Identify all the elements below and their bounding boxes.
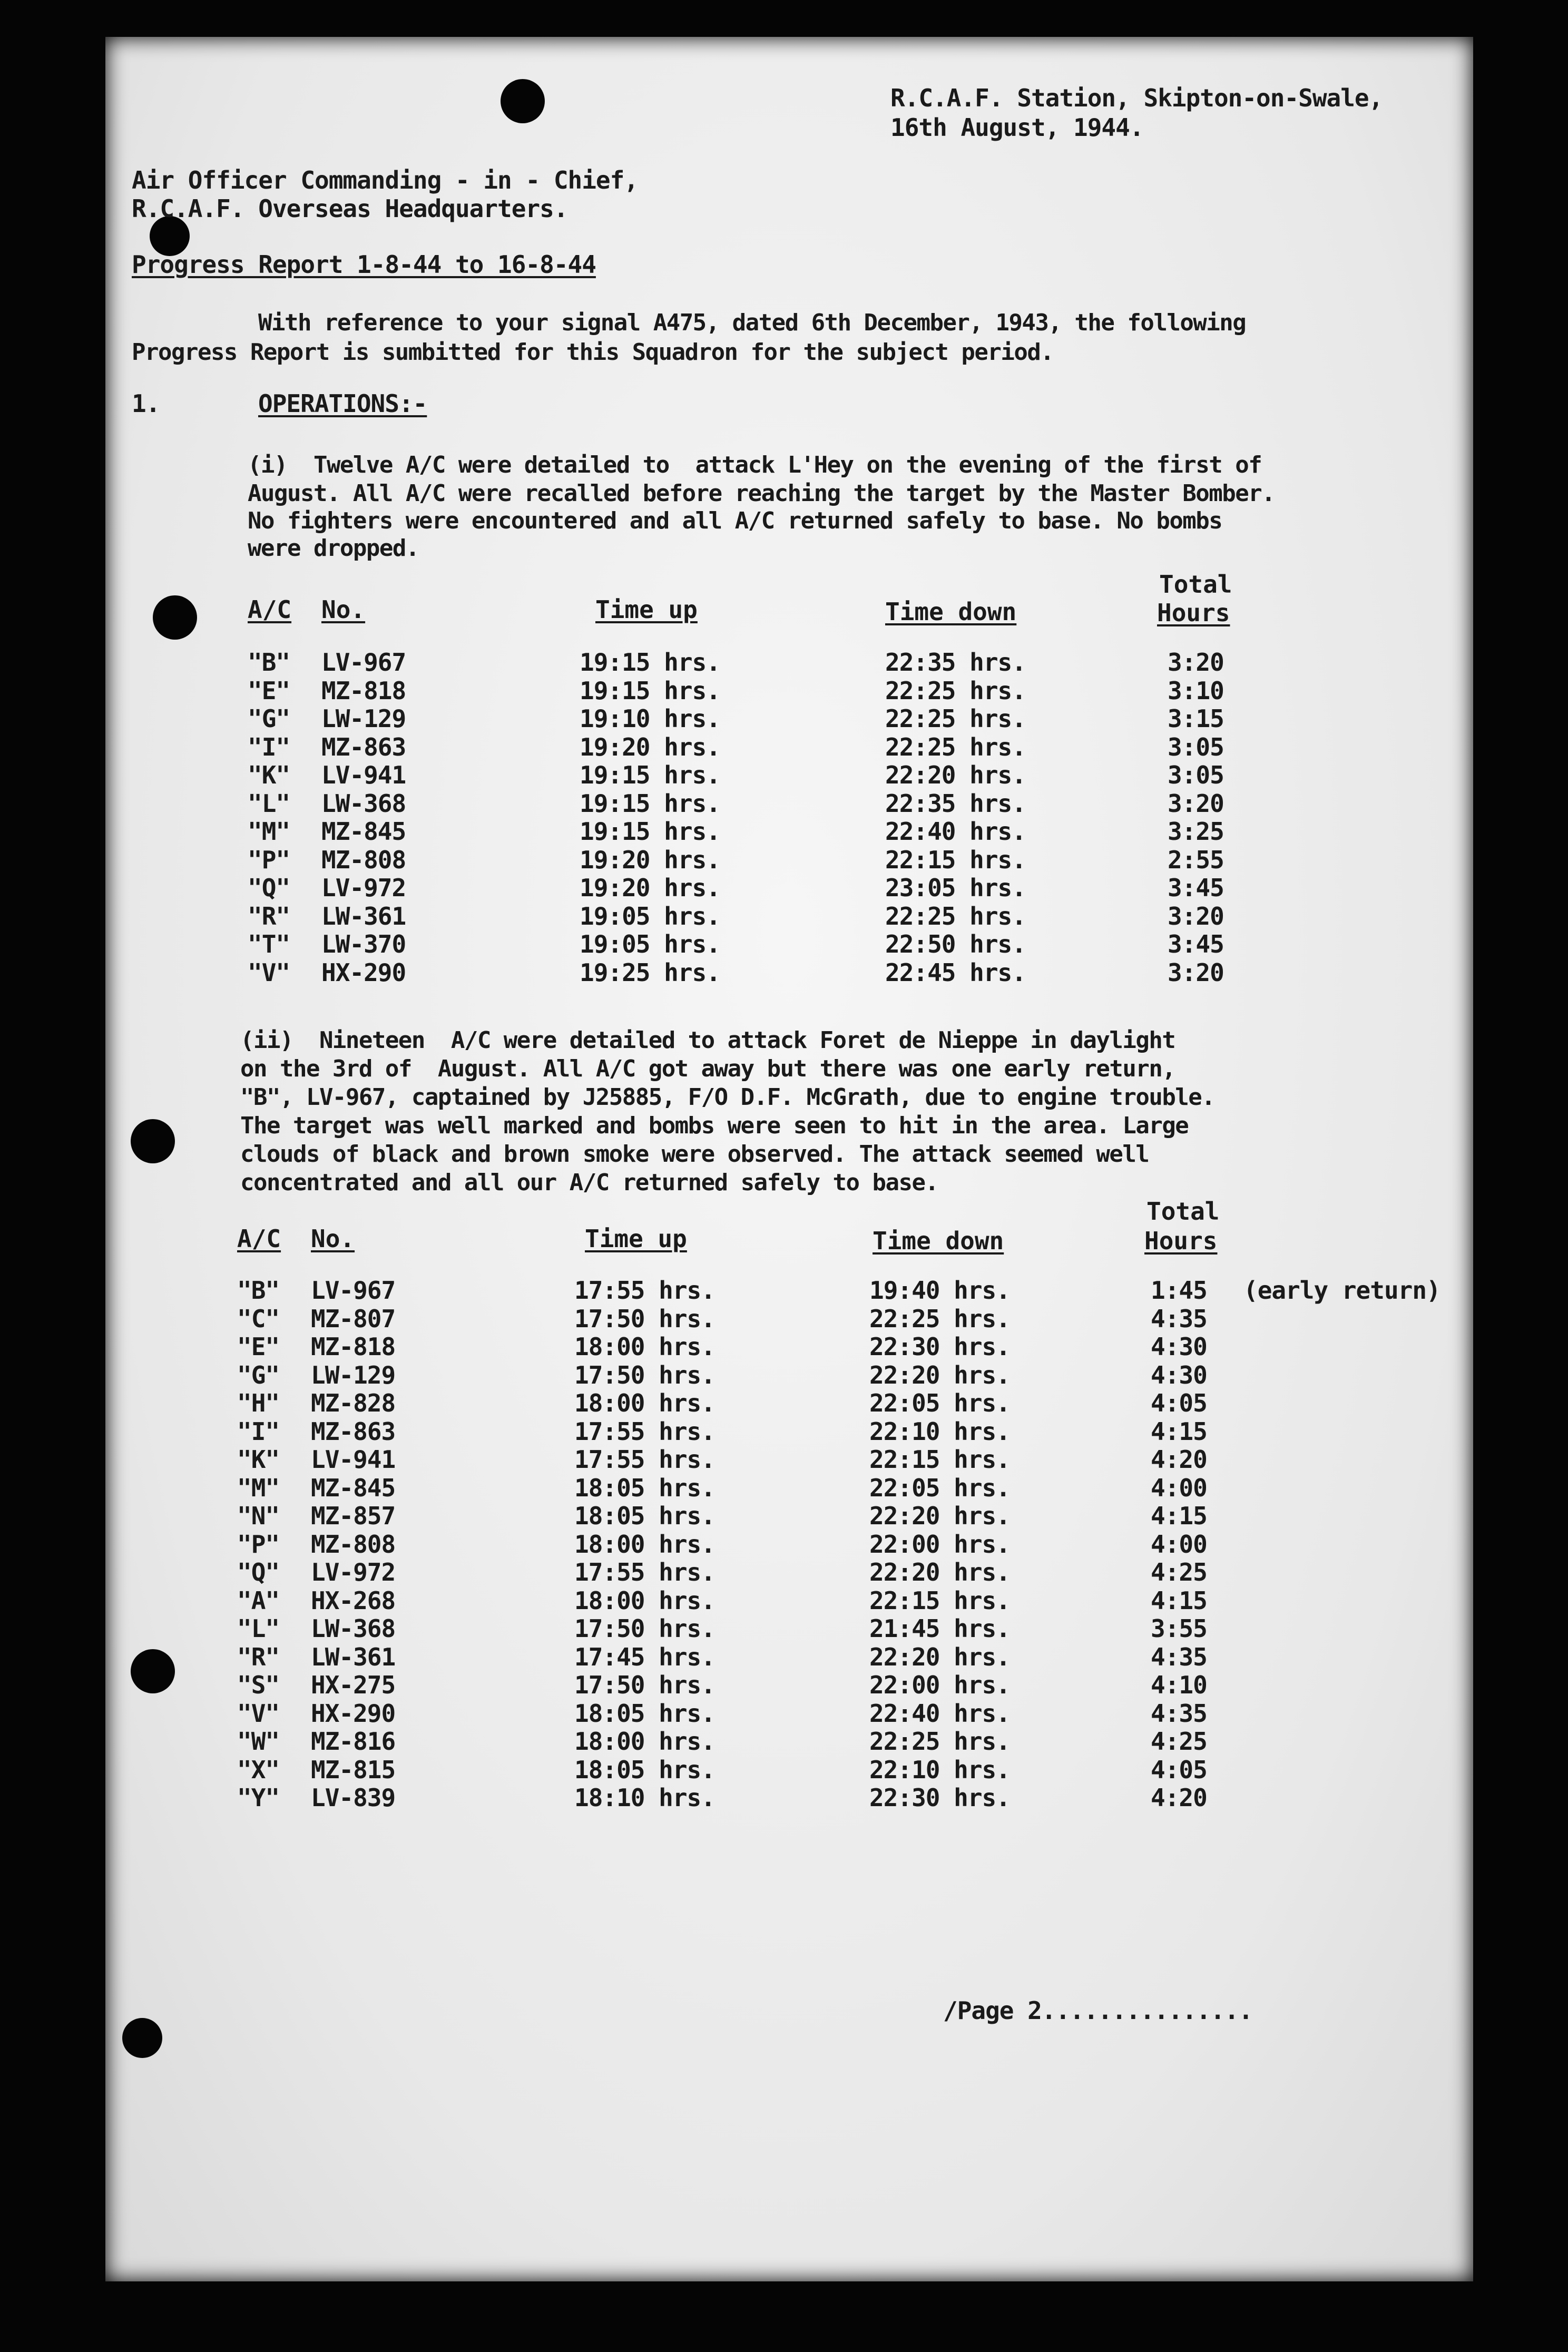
col-hours: Hours [1144,1227,1218,1255]
cell-ac: "A" [237,1586,280,1615]
page-continuation: /Page 2............... [943,1996,1253,2025]
cell-up: 18:00 hrs. [574,1332,715,1361]
cell-up: 17:50 hrs. [574,1360,715,1389]
cell-no: HX-275 [311,1671,396,1699]
cell-down: 22:25 hrs. [869,1304,1010,1333]
cell-total: 4:25 [1151,1558,1207,1586]
cell-ac: "Q" [237,1558,280,1586]
op1-line: August. All A/C were recalled before reaching the target by the Master Bomber. [248,480,1275,507]
cell-total: 4:30 [1151,1360,1207,1389]
cell-note: (early return) [1243,1276,1440,1305]
cell-up: 17:55 hrs. [574,1276,715,1305]
subject-line: Progress Report 1-8-44 to 16-8-44 [132,250,596,279]
cell-up: 17:55 hrs. [574,1558,715,1586]
cell-down: 22:45 hrs. [885,958,1026,987]
cell-total: 3:05 [1168,761,1224,789]
cell-down: 22:15 hrs. [869,1445,1010,1474]
table-row [0,958,1568,987]
col-time-down: Time down [885,597,1017,626]
cell-ac: "Q" [248,874,290,902]
cell-ac: "P" [248,845,290,874]
table-row [0,761,1568,789]
cell-ac: "L" [237,1614,280,1643]
section-number: 1. [132,389,160,418]
cell-total: 3:05 [1168,732,1224,761]
op2-line: concentrated and all our A/C returned safely to base. [240,1169,938,1196]
cell-total: 3:20 [1168,789,1224,818]
punch-hole [501,79,545,123]
cell-down: 22:20 hrs. [869,1360,1010,1389]
cell-no: MZ-857 [311,1502,396,1530]
col-time-down: Time down [873,1227,1004,1255]
cell-down: 22:20 hrs. [869,1558,1010,1586]
cell-ac: "G" [237,1360,280,1389]
cell-total: 4:20 [1151,1783,1207,1812]
op2-line: "B", LV-967, captained by J25885, F/O D.F. McGrath, due to engine trouble. [240,1084,1215,1111]
table-row [0,733,1568,761]
cell-total: 4:00 [1151,1530,1207,1559]
col-hours: Hours [1157,599,1230,627]
table-row [0,1474,1568,1502]
cell-up: 17:55 hrs. [574,1417,715,1446]
cell-ac: "N" [237,1502,280,1530]
cell-no: MZ-808 [321,845,406,874]
cell-no: LV-941 [311,1445,396,1474]
cell-no: LW-129 [311,1360,396,1389]
cell-up: 19:20 hrs. [580,874,720,902]
cell-down: 22:30 hrs. [869,1332,1010,1361]
cell-ac: "M" [248,817,290,846]
cell-total: 3:55 [1151,1614,1207,1643]
cell-ac: "S" [237,1671,280,1699]
op2-line: clouds of black and brown smoke were observed. The attack seemed well [240,1141,1149,1168]
cell-ac: "L" [248,789,290,818]
cell-no: LW-361 [311,1642,396,1671]
cell-no: LV-941 [321,761,406,789]
col-no: No. [311,1224,355,1253]
cell-no: LV-967 [321,648,406,677]
cell-up: 19:15 hrs. [580,676,720,705]
cell-down: 22:15 hrs. [869,1586,1010,1615]
cell-down: 22:25 hrs. [885,676,1026,705]
cell-total: 4:35 [1151,1304,1207,1333]
cell-no: HX-290 [311,1699,396,1728]
cell-total: 3:20 [1168,958,1224,987]
table-row [0,1586,1568,1615]
table-row [0,1783,1568,1812]
col-time-up: Time up [585,1224,687,1253]
cell-down: 22:40 hrs. [885,817,1026,846]
cell-total: 4:35 [1151,1699,1207,1728]
cell-no: MZ-863 [321,732,406,761]
cell-up: 18:05 hrs. [574,1699,715,1728]
cell-no: LW-129 [321,704,406,733]
cell-ac: "V" [237,1699,280,1728]
table-row [0,846,1568,874]
cell-ac: "I" [248,732,290,761]
cell-no: LV-839 [311,1783,396,1812]
table-row [0,930,1568,958]
punch-hole [153,595,197,640]
cell-down: 22:05 hrs. [869,1473,1010,1502]
cell-down: 22:25 hrs. [885,732,1026,761]
table-row [0,1332,1568,1361]
table-row [0,1502,1568,1530]
cell-ac: "Y" [237,1783,280,1812]
cell-total: 4:00 [1151,1473,1207,1502]
col-total: Total [1159,570,1232,599]
cell-total: 3:20 [1168,901,1224,930]
cell-up: 17:55 hrs. [574,1445,715,1474]
cell-total: 2:55 [1168,845,1224,874]
cell-down: 22:20 hrs. [869,1642,1010,1671]
cell-down: 22:40 hrs. [869,1699,1010,1728]
cell-no: HX-268 [311,1586,396,1615]
table-row [0,1417,1568,1446]
table-row [0,1276,1568,1305]
cell-no: MZ-863 [311,1417,396,1446]
op1-line: were dropped. [248,535,419,562]
cell-down: 22:25 hrs. [885,704,1026,733]
cell-total: 4:15 [1151,1586,1207,1615]
cell-total: 4:30 [1151,1332,1207,1361]
cell-ac: "V" [248,958,290,987]
table-row [0,704,1568,733]
cell-ac: "X" [237,1755,280,1784]
cell-up: 17:50 hrs. [574,1671,715,1699]
cell-total: 4:05 [1151,1755,1207,1784]
cell-ac: "M" [237,1473,280,1502]
cell-down: 22:05 hrs. [869,1389,1010,1417]
cell-ac: "E" [237,1332,280,1361]
cell-up: 18:00 hrs. [574,1389,715,1417]
cell-no: MZ-828 [311,1389,396,1417]
cell-down: 22:35 hrs. [885,789,1026,818]
cell-ac: "G" [248,704,290,733]
cell-no: MZ-808 [311,1530,396,1559]
cell-total: 4:35 [1151,1642,1207,1671]
cell-no: MZ-845 [311,1473,396,1502]
table-row [0,1305,1568,1333]
cell-up: 18:00 hrs. [574,1530,715,1559]
cell-down: 22:25 hrs. [885,901,1026,930]
cell-no: LV-967 [311,1276,396,1305]
cell-up: 17:50 hrs. [574,1614,715,1643]
table-row [0,1361,1568,1389]
table-row [0,1558,1568,1586]
cell-total: 4:05 [1151,1389,1207,1417]
cell-no: MZ-818 [311,1332,396,1361]
col-ac: A/C [237,1224,281,1253]
cell-total: 4:10 [1151,1671,1207,1699]
cell-ac: "B" [237,1276,280,1305]
cell-ac: "T" [248,930,290,958]
cell-total: 4:20 [1151,1445,1207,1474]
cell-total: 4:15 [1151,1417,1207,1446]
col-no: No. [321,595,366,624]
cell-down: 22:00 hrs. [869,1671,1010,1699]
cell-down: 22:10 hrs. [869,1755,1010,1784]
op1-line: No fighters were encountered and all A/C returned safely to base. No bombs [248,507,1222,534]
cell-down: 22:35 hrs. [885,648,1026,677]
cell-total: 3:10 [1168,676,1224,705]
punch-hole [122,2018,162,2058]
cell-no: LW-361 [321,901,406,930]
table-row [0,1727,1568,1756]
cell-total: 3:45 [1168,930,1224,958]
cell-down: 19:40 hrs. [869,1276,1010,1305]
cell-no: MZ-818 [321,676,406,705]
cell-up: 19:15 hrs. [580,817,720,846]
intro-line-2: Progress Report is sumbitted for this Squadron for the subject period. [132,339,1054,366]
cell-down: 22:10 hrs. [869,1417,1010,1446]
cell-ac: "K" [237,1445,280,1474]
cell-up: 19:15 hrs. [580,789,720,818]
cell-down: 22:20 hrs. [869,1502,1010,1530]
report-date: 16th August, 1944. [890,113,1144,142]
addressee-line-1: Air Officer Commanding - in - Chief, [132,166,638,194]
table-row [0,1671,1568,1699]
table-row [0,648,1568,677]
cell-no: MZ-816 [311,1727,396,1756]
cell-up: 18:00 hrs. [574,1727,715,1756]
cell-up: 19:05 hrs. [580,930,720,958]
intro-line-1: With reference to your signal A475, dated 6th December, 1943, the following [258,309,1246,336]
cell-no: MZ-815 [311,1755,396,1784]
op1-line: (i) Twelve A/C were detailed to attack L'Hey on the evening of the first of [248,452,1262,478]
cell-no: LV-972 [321,874,406,902]
cell-ac: "W" [237,1727,280,1756]
cell-total: 4:25 [1151,1727,1207,1756]
table-row [0,677,1568,705]
cell-no: LW-368 [311,1614,396,1643]
station-line: R.C.A.F. Station, Skipton-on-Swale, [890,84,1383,112]
table-row [0,874,1568,902]
table-row [0,1756,1568,1784]
cell-no: LW-368 [321,789,406,818]
cell-up: 18:00 hrs. [574,1586,715,1615]
table-row [0,1530,1568,1559]
punch-hole [131,1119,175,1163]
cell-down: 23:05 hrs. [885,874,1026,902]
cell-up: 19:20 hrs. [580,845,720,874]
cell-up: 18:05 hrs. [574,1473,715,1502]
cell-total: 4:15 [1151,1502,1207,1530]
table-row [0,1614,1568,1643]
cell-up: 18:05 hrs. [574,1755,715,1784]
cell-down: 22:00 hrs. [869,1530,1010,1559]
cell-ac: "I" [237,1417,280,1446]
section-title: OPERATIONS:- [258,389,427,418]
cell-up: 19:15 hrs. [580,761,720,789]
table-row [0,1643,1568,1671]
cell-up: 19:10 hrs. [580,704,720,733]
cell-down: 22:50 hrs. [885,930,1026,958]
op2-line: The target was well marked and bombs were seen to hit in the area. Large [240,1112,1189,1139]
cell-no: LV-972 [311,1558,396,1586]
table-row [0,902,1568,930]
cell-up: 19:20 hrs. [580,732,720,761]
cell-ac: "K" [248,761,290,789]
cell-up: 17:45 hrs. [574,1642,715,1671]
cell-ac: "H" [237,1389,280,1417]
cell-down: 21:45 hrs. [869,1614,1010,1643]
table-row [0,817,1568,846]
cell-ac: "E" [248,676,290,705]
op2-line: (ii) Nineteen A/C were detailed to attack Foret de Nieppe in daylight [240,1027,1175,1054]
cell-ac: "P" [237,1530,280,1559]
cell-total: 1:45 [1151,1276,1207,1305]
cell-ac: "C" [237,1304,280,1333]
cell-up: 19:15 hrs. [580,648,720,677]
cell-total: 3:20 [1168,648,1224,677]
table-row [0,789,1568,818]
cell-down: 22:30 hrs. [869,1783,1010,1812]
cell-no: HX-290 [321,958,406,987]
cell-ac: "R" [237,1642,280,1671]
cell-no: MZ-845 [321,817,406,846]
cell-up: 18:10 hrs. [574,1783,715,1812]
cell-total: 3:15 [1168,704,1224,733]
cell-down: 22:20 hrs. [885,761,1026,789]
col-ac: A/C [248,595,292,624]
cell-up: 18:05 hrs. [574,1502,715,1530]
cell-total: 3:45 [1168,874,1224,902]
cell-up: 17:50 hrs. [574,1304,715,1333]
col-time-up: Time up [595,595,698,624]
cell-ac: "R" [248,901,290,930]
table-row [0,1445,1568,1474]
addressee-line-2: R.C.A.F. Overseas Headquarters. [132,194,568,223]
col-total: Total [1146,1197,1220,1226]
cell-down: 22:15 hrs. [885,845,1026,874]
table-row [0,1699,1568,1728]
cell-no: MZ-807 [311,1304,396,1333]
cell-up: 19:25 hrs. [580,958,720,987]
cell-up: 19:05 hrs. [580,901,720,930]
table-row [0,1389,1568,1417]
cell-down: 22:25 hrs. [869,1727,1010,1756]
cell-no: LW-370 [321,930,406,958]
cell-total: 3:25 [1168,817,1224,846]
op2-line: on the 3rd of August. All A/C got away but there was one early return, [240,1055,1175,1082]
cell-ac: "B" [248,648,290,677]
